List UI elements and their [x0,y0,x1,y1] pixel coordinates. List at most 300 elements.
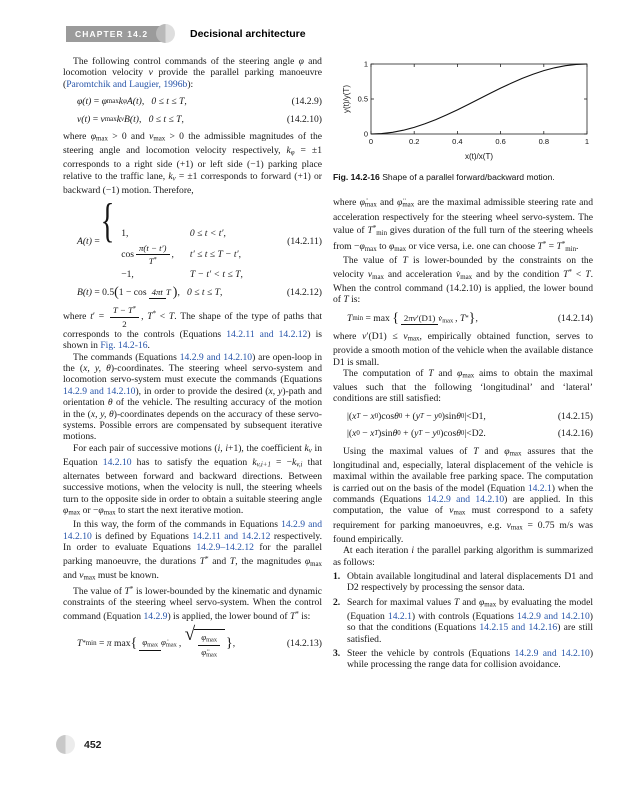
text-run: * [152,311,157,319]
text-run: is: [348,294,361,306]
text-run: ) is applied, the lower bound of [167,611,291,622]
text-run: = − [270,456,292,468]
text-run: T [418,430,423,438]
fraction-numerator [139,637,161,651]
cross-reference-link[interactable]: 14.2.11 and 14.2.12 [226,328,308,340]
text-run: = max [363,312,393,324]
equation-number: (14.2.9) [291,96,322,108]
figure-caption-label: Fig. 14.2-16 [333,172,380,182]
text-run: φ [290,149,295,157]
text-run: * [295,610,299,618]
text-run: ): [187,78,194,90]
text-run: , [177,287,188,299]
equation-body [77,194,243,280]
text-run: k [252,456,257,468]
text-run: max [460,273,473,281]
text-run: )-coordinates. The steering wheel servo-system and locomotion servo-system must execute the commands (Equations [63,362,322,386]
text-run: is lower-bounded by the constraints on the velocity [333,255,593,280]
y-axis-label: y(t)/y(T) [342,85,351,113]
equation-body [77,286,222,299]
text-run: 4πt [151,287,163,298]
text-run: − [422,428,433,440]
paragraph [63,352,322,443]
half-circle-ornament-icon [156,24,175,43]
text-run: φ [388,241,395,253]
text-run: max [407,335,420,343]
text-run: B(t) [77,287,92,299]
two-column-body [63,56,593,671]
paragraph [63,131,322,196]
text-run: max [103,509,116,517]
paragraph [63,584,322,622]
text-run: φ [457,367,463,379]
text-run: T [473,445,479,457]
text-run: T [199,555,206,567]
text-run: In this way, the form of the commands in Equations [73,519,282,531]
text-run: |( [347,410,353,422]
text-run: ( [114,285,119,301]
text-run: } [468,310,476,326]
figure-caption-text: Shape of a parallel forward/backward motion. [379,172,555,182]
text-run: min [565,246,577,253]
equation-body [347,411,486,422]
text-run: y [415,410,421,422]
cross-reference-link[interactable]: 14.2.9 and 14.2.10 [179,351,253,363]
paragraph [333,197,593,255]
text-run: v(t) [77,113,91,125]
text-run: 0 [460,430,465,438]
cross-reference-link[interactable]: 14.2.9 and 14.2.10 [514,648,590,660]
text-run: −1, [121,268,134,280]
text-run: or vice versa, i.e. one can choose [406,241,538,253]
equation-number: (14.2.12) [286,287,322,299]
text-run: . When the control command (14.2.10) is applied, the lower bound of [333,268,593,306]
cross-reference-link[interactable]: 14.2.10 [102,456,132,468]
text-run: 2 [122,318,127,329]
text-run: x, y [268,385,283,397]
text-run: φ [359,241,365,253]
text-run: πv [408,312,417,323]
text-run: |<D2. [464,428,486,440]
text-run: x [352,410,357,422]
text-run: max [394,246,407,253]
text-run: or − [80,505,99,517]
list-item-body [347,571,593,594]
cross-reference-link[interactable]: 14.2.15 and 14.2.16 [479,622,558,634]
text-run: min [376,229,388,237]
text-run: i [411,545,415,557]
half-circle-ornament-icon [56,735,75,754]
text-run: ) so that the conditions (Equations [347,610,593,634]
text-run: , [223,228,226,240]
text-run: k [292,456,297,468]
text-run: * [372,224,377,232]
text-run: = ±1 corresponds to forward (+1) or backward (−1) motion. Therefore, [63,170,322,196]
text-run: 0 ≤ t ≤ T [187,287,220,299]
text-run: k [116,113,121,125]
text-run: φ [98,505,104,517]
text-run: φ [123,98,127,106]
text-run: T [290,611,296,622]
text-run: * [568,268,572,276]
text-run: * [82,640,86,648]
text-run: − [359,428,371,440]
x-tick-label: 0.4 [452,137,463,146]
text-run: , [455,312,460,324]
text-run: )sin [378,428,393,440]
cross-reference-link[interactable]: 14.2.9 and 14.2.10 [516,610,590,622]
text-run: respectively. In order to evaluate Equations [63,530,322,554]
text-run: must correspond to a safety requirement for parking manoeuvres, e.g. [333,505,593,531]
text-run: x [370,410,375,422]
text-run: * [561,241,566,249]
text-run: max [484,601,497,609]
numbered-list-item [333,597,593,645]
fraction-denominator [149,255,157,266]
text-run: max [310,560,323,568]
equation-number: (14.2.10) [286,113,322,125]
equation-number: (14.2.11) [287,235,322,247]
text-run: φ [504,445,510,457]
cross-reference-link[interactable]: 14.2.1 [527,482,552,494]
text-run: π(t − t′) [138,242,167,253]
text-run: T [459,312,466,324]
x-axis-label: x(t)/x(T) [465,152,493,161]
text-run: φ [201,632,207,643]
equation [77,114,322,125]
text-run: max [206,651,218,659]
text-run: and [376,197,397,209]
text-run: v [100,113,105,125]
case-condition [190,243,243,266]
equation-body [347,312,478,325]
text-run: 0 [356,430,360,438]
text-run: |( [347,428,353,440]
text-run: T − T [112,305,133,316]
text-run: k [286,145,291,157]
text-run: where [63,311,91,323]
list-item-number: 1. [333,570,341,582]
radical-sign: √ [184,624,196,646]
text-run: , [141,96,152,108]
text-run: ′(D1) [416,312,436,323]
text-run: ) are open-loop in the ( [63,351,323,374]
text-run: assures that the longitudinal and, especially, lateral displacement of the vehicle is maximal within the available free parking space. The computation is carried out on the basis of the model (Equation [333,445,593,494]
text-run: ), in order to provide the desired ( [135,385,269,397]
text-run: T [347,312,353,324]
numbered-list-item [333,571,593,594]
text-run: B(t) [124,113,139,125]
text-run: + ( [402,410,416,422]
equation-body [77,624,236,659]
text-run: max [111,638,131,650]
case-condition [190,269,243,280]
text-run: has to satisfy the equation [131,456,253,468]
text-run: by evaluating the model (Equation [347,596,593,622]
text-run: provide the parallel parking manoeuvre ( [63,67,322,90]
paragraph [333,446,593,545]
text-run: max [104,115,117,123]
square-root [184,624,225,659]
text-run: φ̇ [161,637,166,648]
text-run: φ [90,131,97,143]
text-run: x, y, θ [83,362,111,374]
text-run: φ [478,596,485,608]
text-run: 0 [374,412,379,420]
text-run: , [181,113,184,125]
cross-reference-link[interactable]: 14.2.9 and 14.2.10 [63,385,136,397]
cross-reference-link[interactable]: 14.2.1 [387,610,412,622]
text-run: and [459,596,479,608]
text-run: min [85,640,97,648]
text-run: φ [298,56,304,67]
text-run: min [352,314,364,322]
text-run: max [462,372,475,380]
text-run: < [571,268,586,280]
cross-reference-link[interactable]: Fig. 14.2-16 [100,340,148,352]
text-run: = ±1 corresponds to a right side (+1) or left side (−1) parking place relative to the traffic lane, [63,145,322,182]
text-run: φ [304,555,311,567]
text-run: max [147,641,159,649]
y-tick-label: 0 [363,129,368,139]
case-condition [190,228,243,239]
text-run: , [240,268,243,280]
text-run: 1, [121,228,129,240]
text-run: to [376,241,389,253]
x-tick-label: 0.2 [408,137,420,146]
text-run: are the maximal admissible steering rate and acceleration respectively for the steering wheel servo-system. The value of [333,197,593,237]
text-run: < [156,311,169,323]
equation-number: (14.2.13) [286,638,322,650]
paragraph [63,56,322,90]
text-run: must be known. [95,569,159,581]
fraction-denominator [438,312,453,325]
text-run: T − t′ < t ≤ T [189,268,241,280]
cross-reference-link[interactable]: 14.2.9–14.2.12 [196,542,254,554]
equation-number: (14.2.16) [557,428,593,440]
text-run: The value of [73,586,125,598]
text-run: of the vehicle. The resulting accuracy of the motion in the ( [63,397,322,420]
text-run: * [542,241,547,249]
text-run: T [356,412,361,420]
text-run: v,i [296,461,303,469]
page-number: 452 [84,738,102,751]
text-run: , the magnitudes [235,555,305,567]
text-run: − [360,410,371,422]
fraction [149,286,171,299]
text-run: * [465,314,469,322]
fraction [401,312,453,325]
text-run: 2 [403,312,409,323]
text-run: A(t) [126,96,142,108]
text-run: . [576,241,579,253]
text-run: v [172,175,176,183]
text-run: φ̈ [397,197,403,209]
text-run: in Equation [63,442,322,468]
text-run: and [63,569,80,581]
text-run: )-path and orientation [63,385,322,409]
paragraph [333,331,593,368]
text-run: v [148,67,153,79]
fraction [139,636,177,651]
paragraph [63,305,322,351]
text-run: ) when the commands (Equations [333,482,593,506]
fraction-denominator [201,646,217,659]
right-column [333,56,593,671]
text-run: = [91,96,102,108]
text-run: max [510,524,523,532]
equation [77,286,322,299]
text-run: 0 [397,430,401,438]
text-run: max [165,641,177,649]
text-run: max [402,202,415,210]
text-run: x [370,428,375,440]
list-item-number: 3. [333,648,341,660]
text-run: T [147,311,153,323]
text-run: v [449,505,454,517]
equation-body [347,428,486,439]
equation-body [77,96,187,107]
text-run: φ [101,96,107,108]
cross-reference-link[interactable]: 14.2.11 and 14.2.12 [192,530,271,542]
cross-reference-link[interactable]: 14.2.9 and 14.2.10 [63,519,322,542]
text-run: T [563,268,569,280]
text-run: max [96,135,108,143]
text-run: For each pair of successive motions ( [73,442,218,454]
text-run: T [428,367,434,379]
text-run: T [453,596,460,608]
text-run: = [91,235,103,247]
text-run: 1 − cos [118,287,147,299]
text-run: 0 ≤ t < t′ [189,228,224,240]
text-run: , [238,248,242,260]
text-run: gives duration of the full turn of the steering wheels from − [333,225,593,253]
text-run: where [333,197,360,209]
chapter-title: Decisional architecture [190,28,306,40]
text-run: )sin [441,410,457,422]
square-root-body [194,629,225,659]
text-run: is defined by Equations [91,530,193,542]
numbered-list-item [333,648,593,671]
text-run: * [129,585,134,593]
text-run: + ( [400,428,415,440]
text-run: 0 ≤ t ≤ T [148,113,182,125]
text-run: φ(t) [77,96,92,108]
text-run: v [362,331,367,342]
list-item-body [347,597,593,645]
text-run: max [364,246,377,253]
text-run: = [546,241,557,253]
cross-reference-link[interactable]: 14.2.9 and 14.2.10 [426,494,505,506]
equation-body [77,114,184,125]
text-run: T [165,287,171,298]
x-tick-label: 0 [368,137,374,146]
text-run: )-coordinates depends on the accuracy of these servo-systems. Possible errors are compensated by subsequent iterative motions. [63,408,322,443]
text-run: θ [392,428,398,440]
text-run: v [367,268,373,280]
text-run: θ [394,410,399,422]
text-run: * [205,555,209,563]
text-run: , [138,113,149,125]
text-run: y [432,428,437,440]
text-run: v̇ [438,312,443,323]
cross-reference-link[interactable]: 14.2.9 [143,611,168,622]
paragraph [333,368,593,405]
text-run: T [402,255,408,267]
text-run: v̇ [455,268,461,280]
text-run: and locomotion velocity [63,56,322,79]
left-column [63,56,322,671]
text-run: ′ = [92,311,108,323]
text-run: , [141,311,148,323]
text-run: φ̇ [359,197,365,209]
text-run: T [367,225,373,237]
text-run: T [124,586,130,598]
paragraph [333,255,593,305]
text-run: φ̈ [201,647,207,658]
text-run: θ [456,428,461,440]
text-run: The following control commands of the steering angle [73,56,299,67]
text-run: where [63,131,91,143]
text-run: 0 [398,412,403,420]
text-run: = 0.5 [91,287,115,299]
text-run: , [475,312,478,324]
text-run: Search for maximal values [347,596,454,608]
piecewise-cases [100,194,243,280]
text-run: φ [63,505,69,517]
text-run: , empirically obtained function, serves to provide a smooth motion of the vehicle when the available distance D1 is small. [333,331,594,368]
text-run: T [148,255,154,266]
right-column-text [333,197,593,670]
text-run: v [149,131,154,143]
text-run: The value of [343,255,403,267]
equation [77,624,322,659]
text-run: . [147,340,150,352]
text-run: cos [121,248,134,260]
text-run: and [433,367,458,379]
text-run: The commands (Equations [73,351,180,363]
text-run: ) [172,285,178,301]
text-run: +1), the coefficient [228,442,305,454]
text-run: max [206,636,218,644]
motion-path-curve [371,64,587,134]
x-tick-label: 0.6 [495,137,506,146]
text-run: T [420,412,424,420]
figure-chart [341,58,593,164]
equation-number: (14.2.14) [557,312,593,324]
cross-reference-link[interactable]: Paromtchik and Laugier, 1996b [66,78,188,90]
text-run: aims to obtain the maximal values such that the following ‘longitudinal’ and ‘lateral’ conditions are still satisfied: [333,367,594,405]
text-run: x [352,428,357,440]
text-run: )cos [378,410,395,422]
text-run: θ [107,397,113,409]
fraction [110,305,139,328]
text-run: v [403,331,408,342]
x-tick-label: 1 [584,137,590,146]
text-run: } [226,636,233,652]
text-run: to start the next iterative motion. [115,505,244,517]
text-run: 0 [436,430,441,438]
fraction-denominator [166,286,171,297]
text-run: φ [142,637,148,648]
paragraph [333,545,593,568]
text-run: v [120,115,125,123]
case-expression [121,228,174,239]
text-run: T [77,638,83,650]
case-expression [121,243,174,266]
text-run: T [168,311,175,323]
y-tick-label: 1 [363,59,368,69]
